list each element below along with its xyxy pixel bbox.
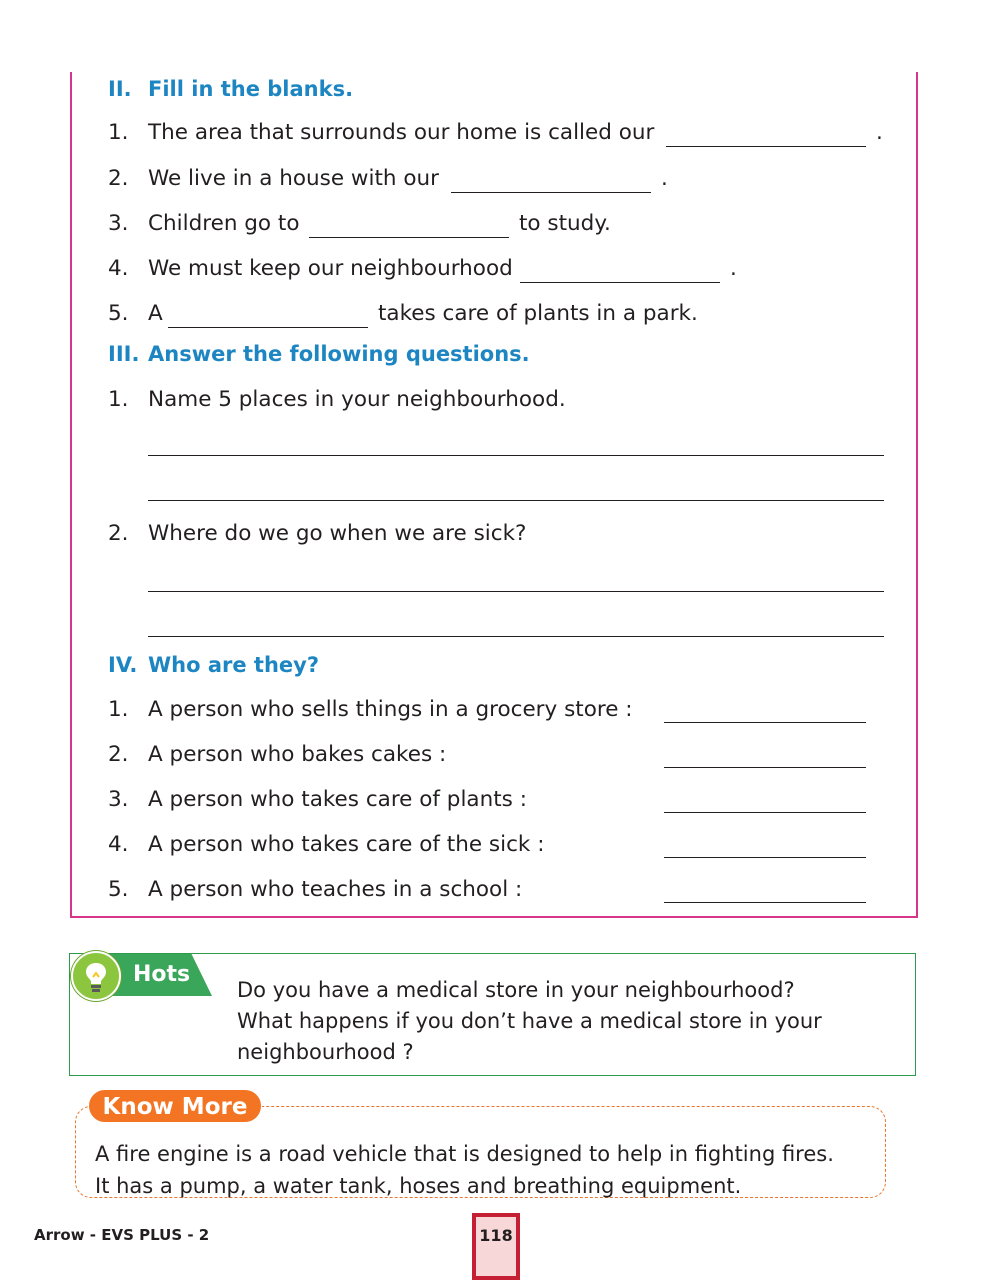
section-number: II. [108,77,132,101]
section-number: III. [108,342,140,366]
who-item: 1. A person who sells things in a grocery store : [108,697,633,722]
section-heading-answer-questions [108,342,530,366]
section-number: IV. [108,653,138,677]
fill-blank-item: 5. A [108,301,163,326]
page-number: 118 [479,1226,513,1245]
blank-line[interactable] [168,327,368,328]
know-more-text: A fire engine is a road vehicle that is designed to help in fighting fires. It has a pump, a water tank, hoses and breathing equipment. [95,1142,834,1198]
hots-question: Do you have a medical store in your neighbourhood? What happens if you don’t have a medical store in your neighbourhood ? [237,978,822,1064]
section-title: Fill in the blanks. [148,77,354,101]
fill-blank-item: 3. Children go to [108,211,300,236]
fill-blank-item: 2. We live in a house with our [108,166,439,191]
blank-line[interactable] [664,902,866,903]
answer-line[interactable] [148,500,884,501]
item-end-text: takes care of plants in a park. [378,301,698,326]
blank-line[interactable] [309,237,509,238]
page-number-box [472,1213,520,1280]
blank-line[interactable] [664,812,866,813]
question-item: 2. Where do we go when we are sick? [108,521,527,546]
section-title: Who are they? [148,653,320,677]
who-item: 4. A person who takes care of the sick : [108,832,545,857]
blank-line[interactable] [520,282,720,283]
blank-line[interactable] [664,722,866,723]
who-item: 3. A person who takes care of plants : [108,787,527,812]
section-heading-who-are-they [108,653,319,677]
item-end-text: . [876,120,883,145]
blank-line[interactable] [664,857,866,858]
book-title: Arrow - EVS PLUS - 2 [34,1226,210,1244]
blank-line[interactable] [664,767,866,768]
lightbulb-icon [71,951,121,1001]
blank-line[interactable] [666,146,866,147]
hots-label: Hots [133,962,191,987]
fill-blank-item: 4. We must keep our neighbourhood [108,256,513,281]
blank-line[interactable] [451,192,651,193]
item-end-text: . [730,256,737,281]
answer-line[interactable] [148,636,884,637]
item-end-text: to study. [519,211,611,236]
who-item: 2. A person who bakes cakes : [108,742,447,767]
section-title: Answer the following questions. [148,342,530,366]
answer-line[interactable] [148,591,884,592]
question-item: 1. Name 5 places in your neighbourhood. [108,387,566,412]
answer-line[interactable] [148,455,884,456]
know-more-label: Know More [88,1089,262,1123]
who-item: 5. A person who teaches in a school : [108,877,523,902]
fill-blank-item: 1. The area that surrounds our home is called our [108,120,655,145]
section-heading-fill-blanks [108,77,353,101]
item-end-text: . [661,166,668,191]
